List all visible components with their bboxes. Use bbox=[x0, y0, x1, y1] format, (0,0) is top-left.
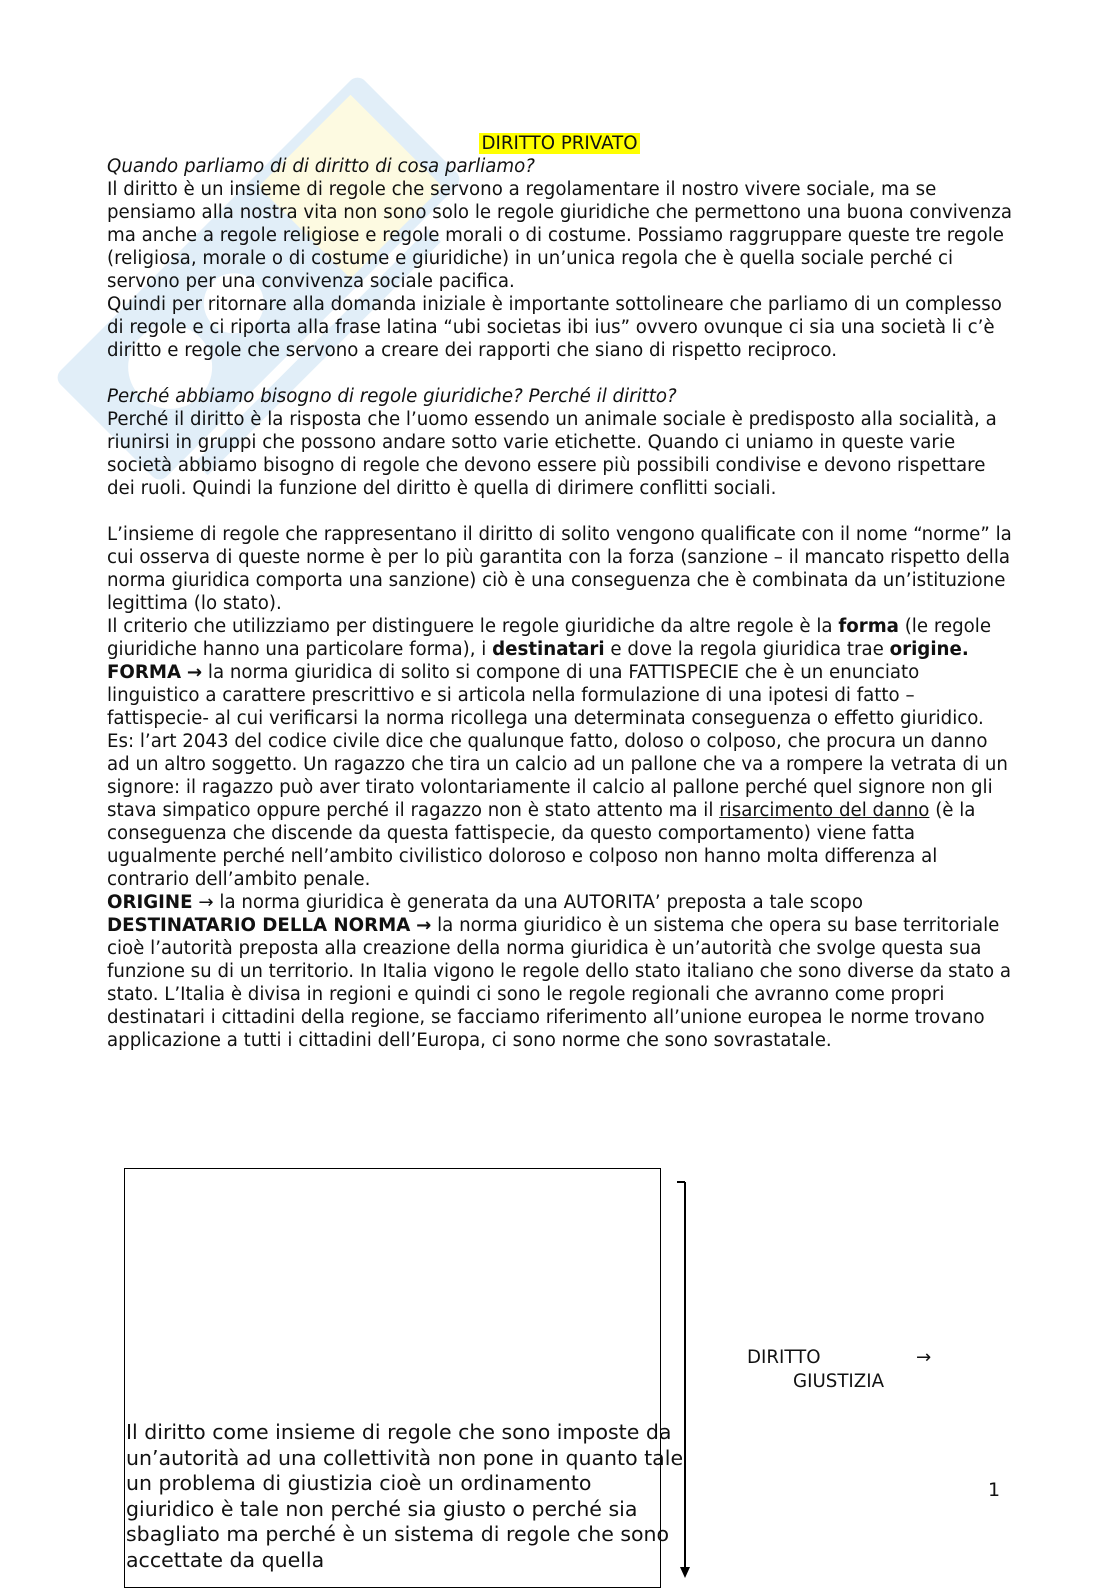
forma-text: la norma giuridica di solito si compone di una FATTISPECIE che è un enunciato linguistico a carattere prescrittivo e si articola nella formulazione di una ipotesi di fatto – fattispecie- al cui verificarsi la norma ricollega una determinata conseguenza o effetto giuridico. bbox=[107, 662, 984, 729]
paragraph-4: L’insieme di regole che rappresentano il diritto di solito vengono qualificate con il nome “norme” la cui osserva di queste norme è per lo più garantita con la forza (sanzione – il mancato rispetto della norma giuridica comporta una sanzione) ciò è una conseguenza che è combinata da un’istituzione legittima (lo stato). bbox=[107, 524, 1012, 614]
paragraph-1: Il diritto è un insieme di regole che servono a regolamentare il nostro vivere sociale, ma se pensiamo alla nostra vita non sono solo le regole giuridiche che permettono una buona convivenza ma anche a regole religiose e regole morali o di costume. Possiamo raggruppare queste tre regole (religiosa, morale o di costume e giuridiche) in un’unica regola che è quella sociale perché ci servono per una convivenza sociale pacifica. bbox=[107, 179, 1012, 292]
paragraph-5-bold-origine: origine. bbox=[889, 639, 969, 660]
paragraph-5-bold-forma: forma bbox=[838, 616, 899, 637]
side-label-giustizia: GIUSTIZIA bbox=[793, 1371, 885, 1392]
spacer bbox=[107, 362, 1012, 385]
text-box-content: Il diritto come insieme di regole che sono imposte da un’autorità ad una collettività non pone in quanto tale un problema di giustizia cioè un ordinamento giuridico è tale non perché sia giusto o perché sia sbagliato ma perché è un sistema di regole che sono accettate da quella bbox=[126, 1420, 684, 1572]
question-1: Quando parliamo di di diritto di cosa parliamo? bbox=[107, 156, 535, 177]
question-2: Perché abbiamo bisogno di regole giuridiche? Perché il diritto? bbox=[107, 386, 677, 407]
spacer bbox=[107, 500, 1012, 523]
paragraph-5 bbox=[107, 615, 1012, 661]
paragraph-2: Quindi per ritornare alla domanda iniziale è importante sottolineare che parliamo di un complesso di regole e ci riporta alla frase latina “ubi societas ibi ius” ovvero ovunque ci sia una società li c’è diritto e regole che servono a creare dei rapporti che siano di rispetto reciproco. bbox=[107, 294, 1002, 361]
paragraph-3: Perché il diritto è la risposta che l’uomo essendo un animale sociale è predisposto alla socialità, a riunirsi in gruppi che possono andare sotto varie etichette. Quando ci uniamo in queste varie società abbiamo bisogno di regole che devono essere più possibili condivise e devono rispettare dei ruoli. Quindi la funzione del diritto è quella di dirimere conflitti sociali. bbox=[107, 409, 997, 499]
bracket-arrow-down-icon bbox=[676, 1181, 696, 1579]
origine-text: la norma giuridica è generata da una AUTORITA’ preposta a tale scopo bbox=[213, 892, 863, 913]
example-text-a: Es: l’art 2043 del codice civile dice che qualunque fatto, doloso o colposo, che procura un danno ad un altro soggetto. Un ragazzo che tira un calcio ad un pallone che va a rompere la vetrata di un signore: il ragazzo può aver tirato volontariamente il calcio al pallone perché quel signore non gli stava simpatico oppure perché il ragazzo non è stato attento ma il bbox=[107, 731, 1008, 821]
destinatario-text: la norma giuridico è un sistema che opera su base territoriale cioè l’autorità preposta alla creazione della norma giuridica è un’autorità che svolge questa sua funzione su di un territorio. In Italia vigono le regole dello stato italiano che sono diverse da stato a stato. L’Italia è divisa in regioni e quindi ci sono le regole regionali che avranno come propri destinatari i cittadini della regione, se facciamo riferimento all’unione europea le norme trovano applicazione a tutti i cittadini dell’Europa, ci sono norme che sono sovrastatale. bbox=[107, 915, 1012, 1051]
origine-paragraph bbox=[107, 891, 1012, 914]
page-number: 1 bbox=[988, 1479, 1001, 1501]
destinatario-label: DESTINATARIO DELLA NORMA bbox=[107, 915, 411, 936]
arrow-right-icon: → bbox=[186, 662, 203, 683]
forma-paragraph bbox=[107, 661, 1012, 730]
document-title: DIRITTO PRIVATO bbox=[481, 133, 638, 154]
paragraph-5-bold-destinatari: destinatari bbox=[492, 639, 605, 660]
title-line bbox=[107, 132, 1012, 155]
document-body bbox=[107, 132, 1012, 1052]
paragraph-5-text-a: Il criterio che utilizziamo per distinguere le regole giuridiche da altre regole è la bbox=[107, 616, 839, 637]
origine-label: ORIGINE bbox=[107, 892, 193, 913]
arrow-right-icon: → bbox=[916, 1347, 932, 1368]
paragraph-5-text-c: (le regole giuridiche hanno una particolare forma), i bbox=[107, 616, 992, 660]
destinatario-paragraph bbox=[107, 914, 1012, 1052]
example-paragraph bbox=[107, 730, 1012, 891]
arrow-right-icon: → bbox=[198, 892, 214, 913]
side-label-diritto: DIRITTO bbox=[747, 1347, 821, 1368]
paragraph-5-text-e: e dove la regola giuridica trae bbox=[604, 639, 890, 660]
forma-label: FORMA bbox=[107, 662, 182, 683]
example-underlined: risarcimento del danno bbox=[719, 800, 930, 821]
arrow-right-icon: → bbox=[416, 915, 432, 936]
example-text-b: (è la conseguenza che discende da questa fattispecie, da questo comportamento) viene fatta ugualmente perché nell’ambito civilistico doloroso e colposo non hanno molta differenza al contrario dell’ambito penale. bbox=[107, 800, 976, 890]
